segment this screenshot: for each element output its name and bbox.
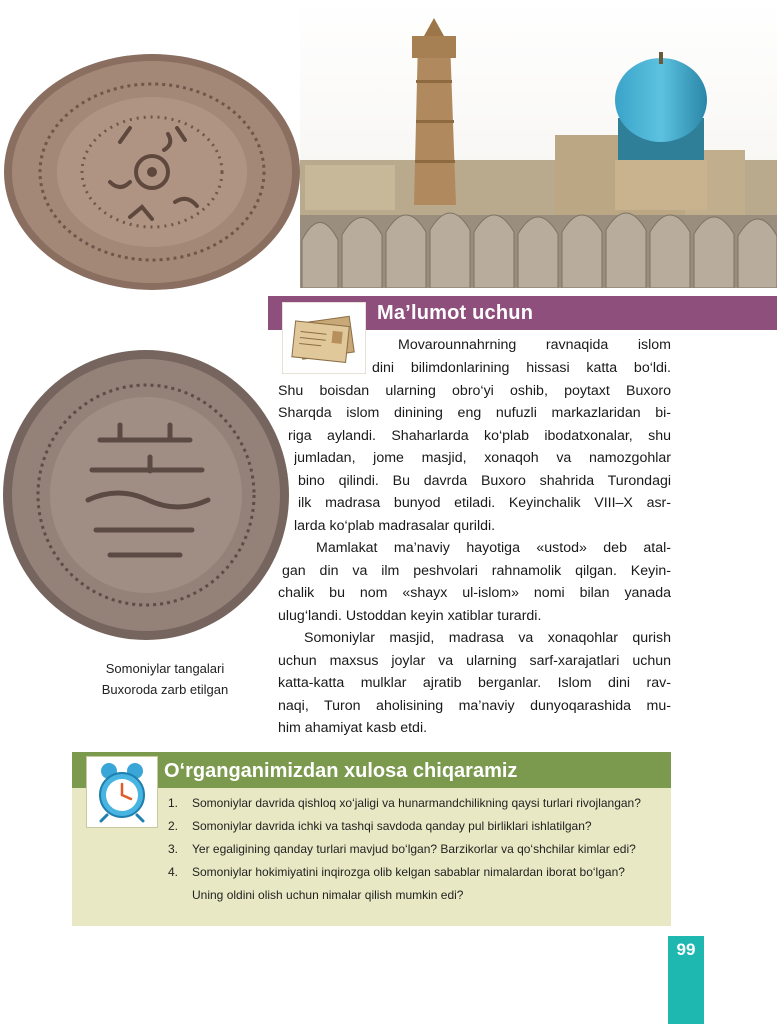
architecture-illustration <box>300 0 777 288</box>
info-text-line: Somoniylar masjid, madrasa va xonaqohlar qurish <box>304 630 671 646</box>
page-number: 99 <box>676 940 696 959</box>
alarm-clock-illustration <box>87 757 157 827</box>
question-number: 3. <box>168 842 179 856</box>
question-number: 1. <box>168 796 179 810</box>
info-text-line: Shu boisdan ularning obro‘yi oshib, poytaxt Buxoro <box>278 383 671 399</box>
info-text-line: bino qilindi. Bu davrda Buxoro shahrida Turondagi <box>298 473 671 489</box>
info-text-line: larda ko‘plab madrasalar qurildi. <box>294 518 496 534</box>
samanid-coin-reverse-image <box>0 345 292 645</box>
question-text: Yer egaligining qanday turlari mavjud bo‘lgan? Barzikorlar va qo‘shchilar kimlar edi? <box>192 842 636 856</box>
coin-illustration <box>0 52 305 292</box>
info-text-line: dini bilimdonlarining hissasi katta bo‘ldi. <box>372 360 671 376</box>
question-text-continuation: Uning oldini olish uchun nimalar qilish mumkin edi? <box>192 888 464 902</box>
info-text-line: him ahamiyat kasb etdi. <box>278 720 428 736</box>
question-number: 4. <box>168 865 179 879</box>
question-text: Somoniylar hokimiyatini inqirozga olib kelgan sabablar nimalardan iborat bo‘lgan? <box>192 865 625 879</box>
samanid-coin-obverse-image <box>0 52 305 292</box>
info-text-line: riga aylandi. Shaharlarda ko‘plab ibodatxonalar, shu <box>288 428 671 444</box>
postcards-illustration <box>282 302 366 374</box>
info-text-line: ulug‘landi. Ustoddan keyin xatiblar turardi. <box>278 608 542 624</box>
info-text-line: jumladan, jome masjid, xonaqoh va namozgohlar <box>294 450 671 466</box>
info-text-line: Mamlakat ma’naviy hayotiga «ustod» deb atal- <box>316 540 671 556</box>
info-text-line: ilk madrasa bunyod etiladi. Keyinchalik VIII–X asr- <box>298 495 671 511</box>
question-text: Somoniylar davrida ichki va tashqi savdoda qanday pul birliklari ishlatilgan? <box>192 819 592 833</box>
bukhara-architecture-photo <box>300 0 777 288</box>
coin-image-caption <box>70 658 260 700</box>
alarm-clock-icon <box>86 756 158 828</box>
question-number: 2. <box>168 819 179 833</box>
info-text-line: uchun maxsus joylar va ularning sarf-xarajatlari uchun <box>278 653 671 669</box>
info-section-title: Ma’lumot uchun <box>377 302 534 324</box>
coin-illustration <box>0 345 292 645</box>
summary-section-title: O‘rganganimizdan xulosa chiqaramiz <box>164 760 518 782</box>
postcards-icon <box>282 302 366 374</box>
info-text-line: naqi, Turon aholisining ma’naviy dunyoqarashida mu- <box>278 698 671 714</box>
info-text-line: Movarounnahrning ravnaqida islom <box>398 337 671 353</box>
info-text-line: chalik bu nom «shayx ul-islom» nomi bilan yanada <box>278 585 671 601</box>
caption-line-1: Somoniylar tangalari <box>105 661 225 676</box>
question-text: Somoniylar davrida qishloq xo‘jaligi va hunarmandchilikning qaysi turlari rivojlangan? <box>192 796 641 810</box>
info-text-line: Sharqda islom dinining eng nufuzli markazlaridan bi- <box>278 405 671 421</box>
caption-line-2: Buxoroda zarb etilgan <box>101 682 229 697</box>
info-text-line: gan din va ilm peshvolari rahnamolik qilgan. Keyin- <box>282 563 671 579</box>
info-text-line: katta-katta mulklar ajratib berganlar. Islom dini rav- <box>278 675 671 691</box>
